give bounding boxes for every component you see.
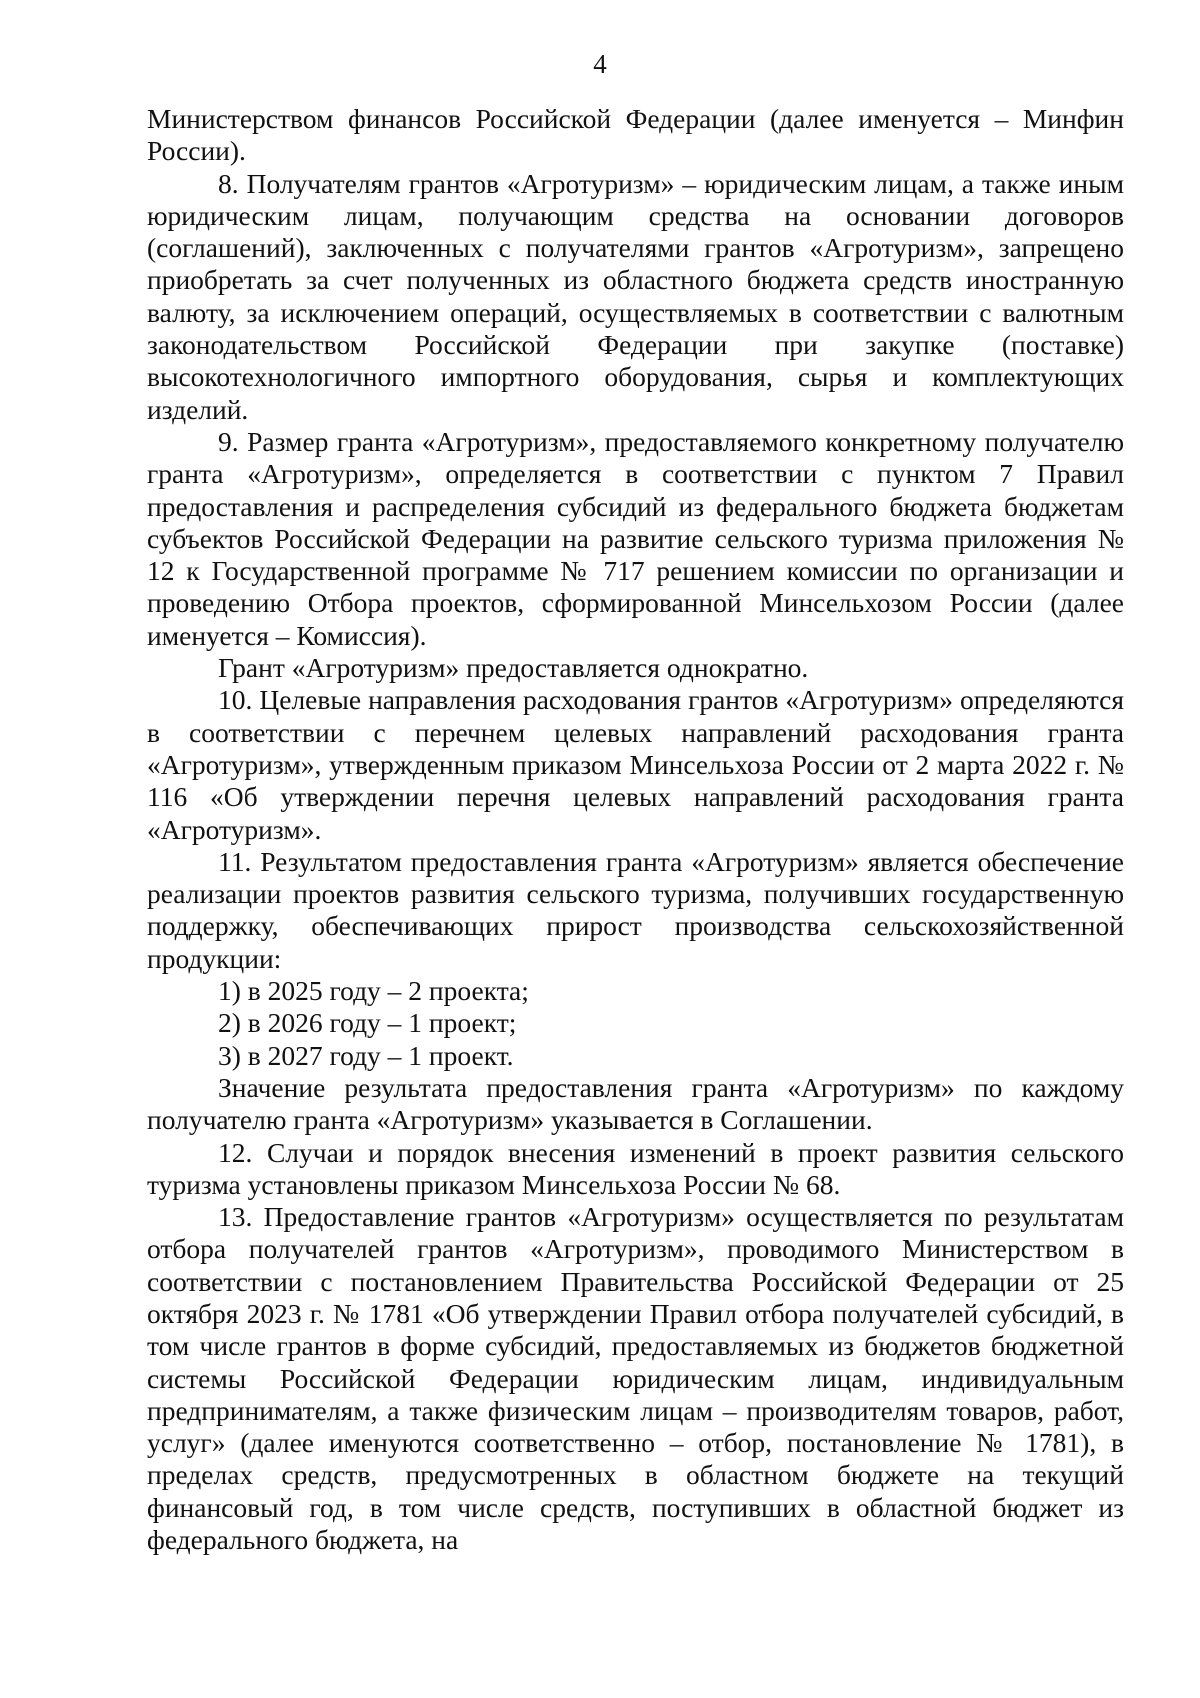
list-item-2027: 3) в 2027 году – 1 проект. — [218, 1039, 514, 1071]
paragraph-item-13: 13. Предоставление грантов «Агротуризм» осуществляется по результатам отбора получателей грантов «Агротуризм», проводимого Министерством в соответствии с постановлением Правительства Российской Федерации от 25 октября 2023 г. № 1781 «Об утверждении Правил отбора получателей субсидий, в том числе грантов в форме субсидий, предоставляемых из бюджетов бюджетной системы Российской Федерации юридическим лицам, индивидуальным предпринимателям, а также физическим лицам – производителям товаров, работ, услуг» (далее именуются соответственно – отбор, постановление № 1781), в пределах средств, предусмотренных в областном бюджете на текущий финансовый год, в том числе средств, поступивших в областной бюджет из федерального бюджета, на — [147, 1201, 1124, 1556]
paragraph-item-11: 11. Результатом предоставления гранта «Агротуризм» является обеспечение реализации проектов развития сельского туризма, получивших государственную поддержку, обеспечивающих прирост производства сельскохозяйственной продукции: — [147, 845, 1124, 974]
paragraph-item-12: 12. Случаи и порядок внесения изменений в проект развития сельского туризма установлены приказом Минсельхоза России № 68. — [147, 1136, 1124, 1200]
paragraph-item-9: 9. Размер гранта «Агротуризм», предоставляемого конкретному получателю гранта «Агротуризм», определяется в соответствии с пунктом 7 Правил предоставления и распределения субсидий из федерального бюджета бюджетам субъектов Российской Федерации на развитие сельского туризма приложения № 12 к Государственной программе № 717 решением комиссии по организации и проведению Отбора проектов, сформированной Минсельхозом России (далее именуется – Комиссия). — [147, 425, 1124, 651]
document-body — [147, 103, 1124, 1556]
paragraph-result-value: Значение результата предоставления гранта «Агротуризм» по каждому получателю гранта «Агротуризм» указывается в Соглашении. — [147, 1071, 1124, 1136]
list-item-2025: 1) в 2025 году – 2 проекта; — [218, 975, 529, 1007]
paragraph-item-8: 8. Получателям грантов «Агротуризм» – юридическим лицам, а также иным юридическим лицам, получающим средства на основании договоров (соглашений), заключенных с получателями грантов «Агротуризм», запрещено приобретать за счет полученных из областного бюджета средств иностранную валюту, за исключением операций, осуществляемых в соответствии с валютным законодательством Российской Федерации при закупке (поставке) высокотехнологичного импортного оборудования, сырья и комплектующих изделий. — [147, 167, 1124, 425]
paragraph-grant-once: Грант «Агротуризм» предоставляется однократно. — [218, 652, 809, 684]
paragraph-item-10: 10. Целевые направления расходования грантов «Агротуризм» определяются в соответствии с перечнем целевых направлений расходования гранта «Агротуризм», утвержденным приказом Минсельхоза России от 2 марта 2022 г. № 116 «Об утверждении перечня целевых направлений расходования гранта «Агротуризм». — [147, 684, 1124, 845]
paragraph-minfin-continuation: Министерством финансов Российской Федерации (далее именуется – Минфин России). — [147, 103, 1124, 167]
page-number: 4 — [593, 49, 607, 79]
list-item-2026: 2) в 2026 году – 1 проект; — [218, 1007, 517, 1039]
